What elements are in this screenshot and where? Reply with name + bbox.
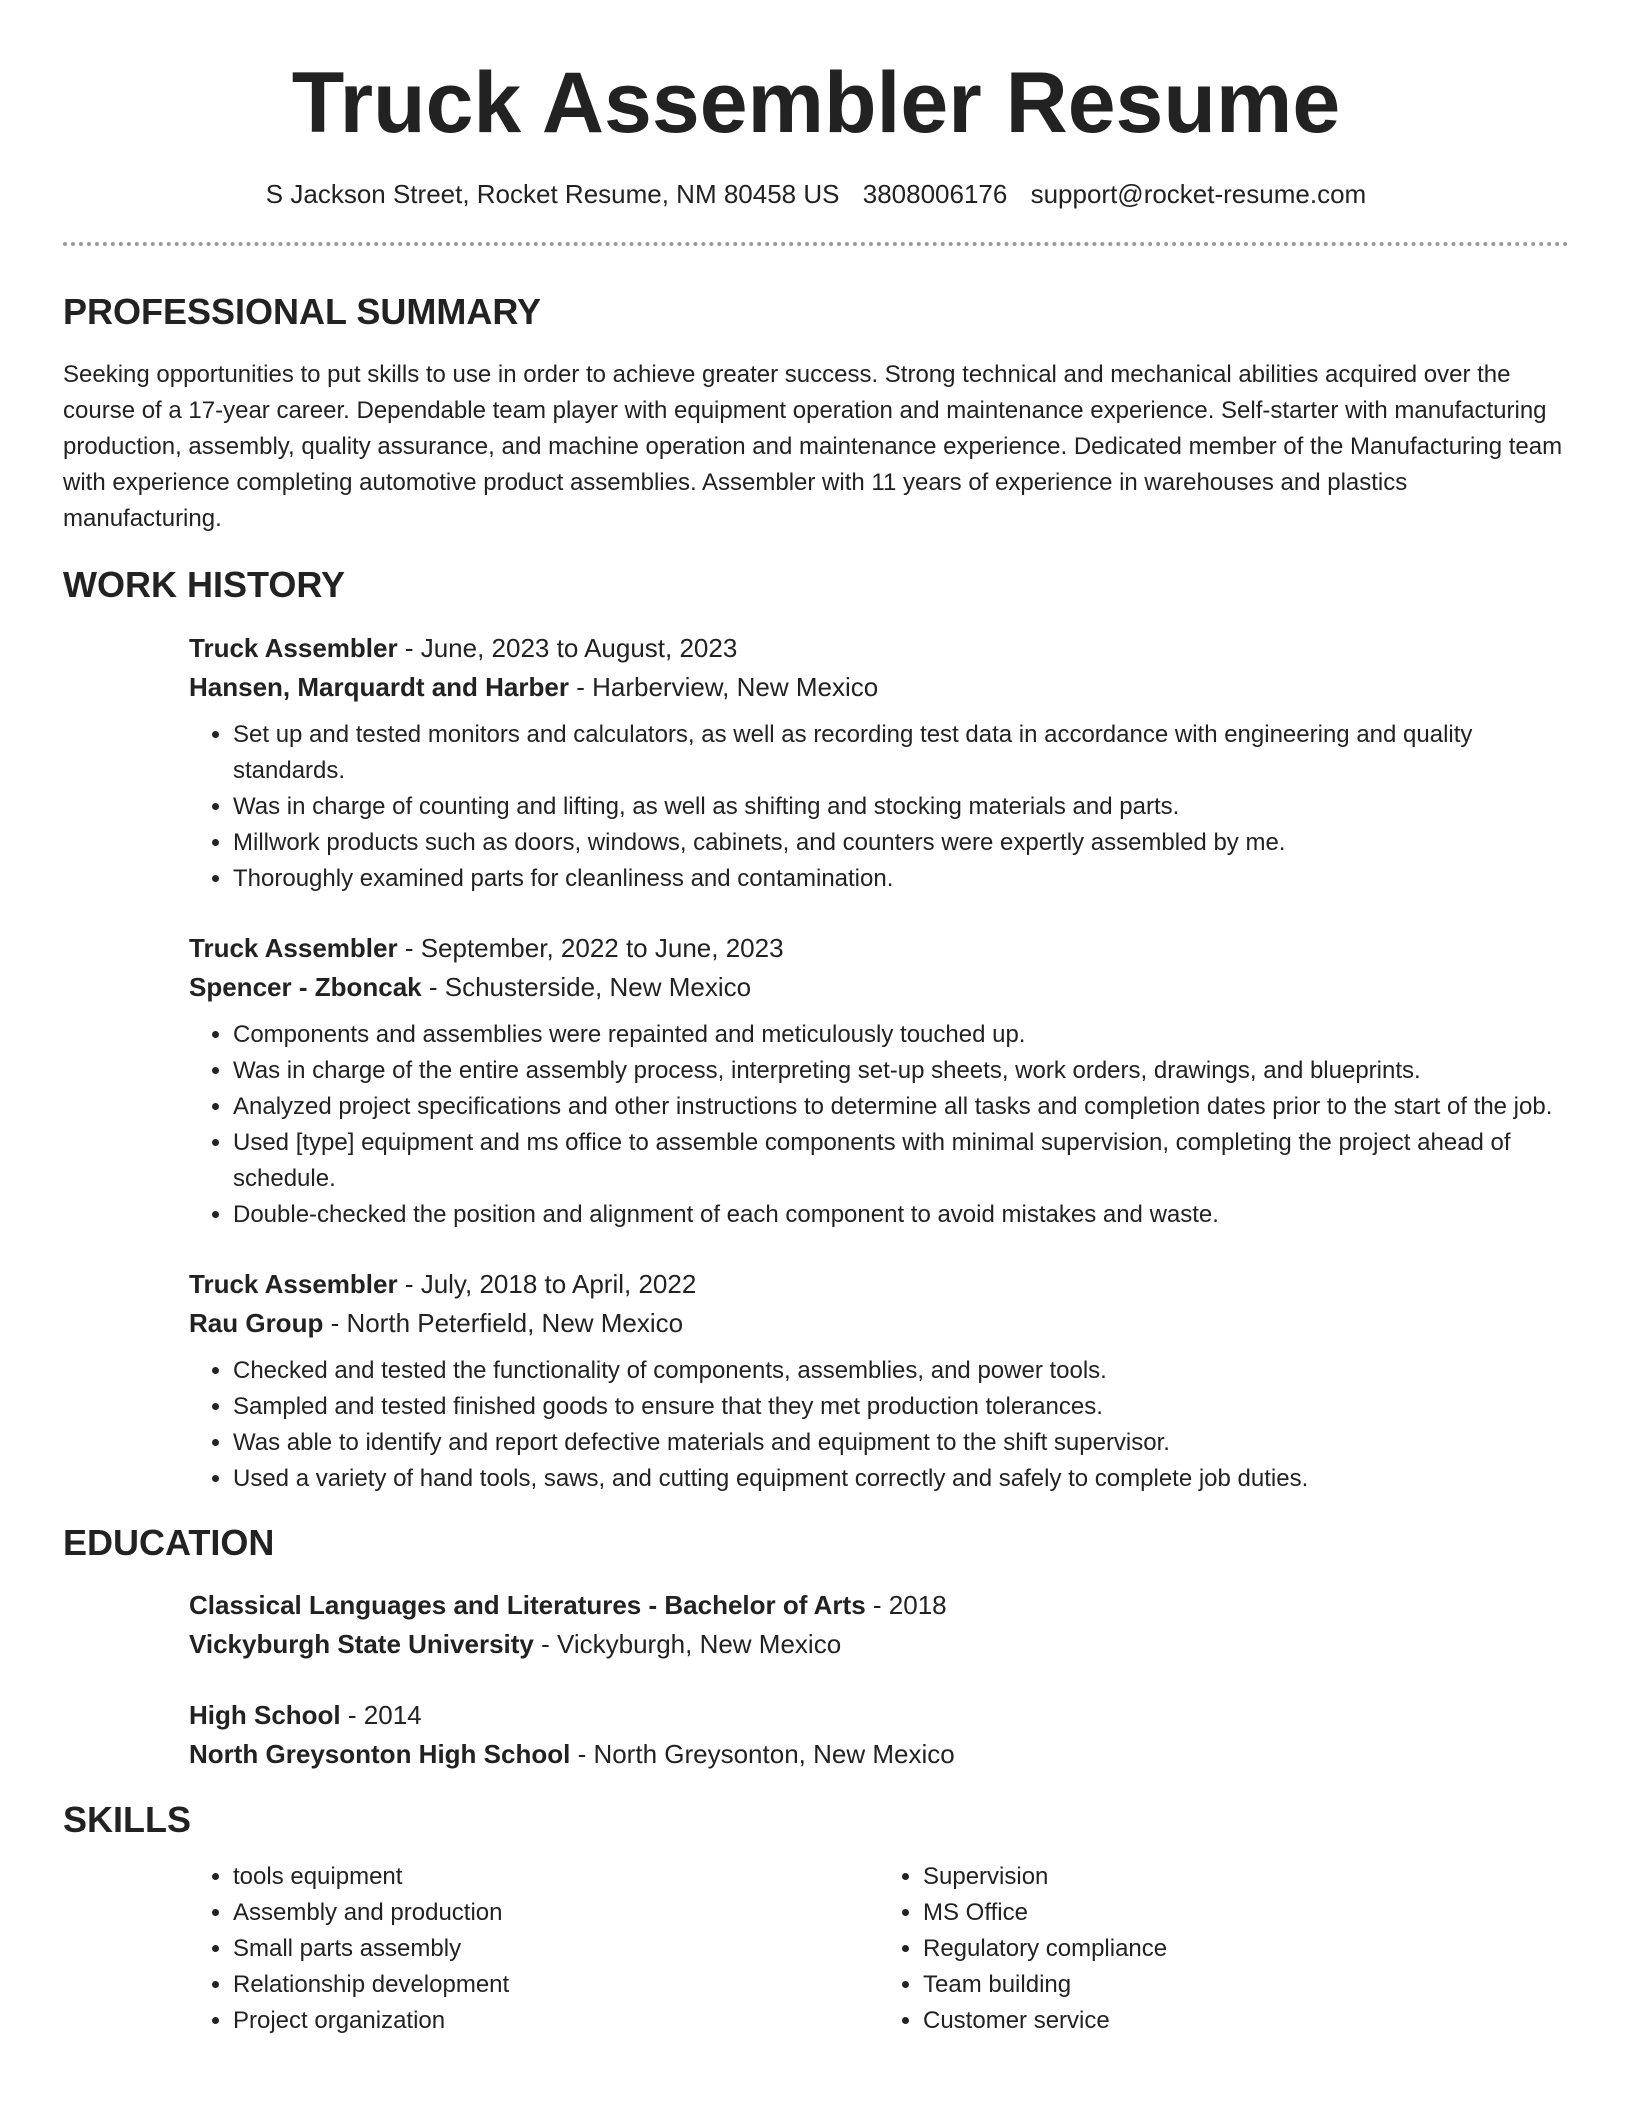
resume-title: Truck Assembler Resume <box>291 55 1341 151</box>
header-divider <box>63 242 1569 246</box>
school: Vickyburgh State University <box>189 1628 534 1659</box>
contact-phone: 3808006176 <box>862 179 1008 210</box>
skill-item: • tools equipment <box>233 1859 879 1895</box>
education-heading: EDUCATION <box>63 1521 275 1563</box>
job-entry <box>189 629 1569 897</box>
summary-text: Seeking opportunities to put skills to use in order to achieve greater success. Strong technical and mechanical abilities acquired over the course of a 17-year career. Dependable team player with equipment operation and maintenance experience. Self-starter with manufacturing production, assembly, quality assurance, and machine operation and maintenance experience. Dedicated member of the Manufacturing team with experience completing automotive product assemblies. Assembler with 11 years of experience in warehouses and plastics manufacturing. <box>63 361 1563 533</box>
degree: High School <box>189 1699 341 1730</box>
skill-item: • Regulatory compliance <box>923 1931 1569 1967</box>
skill-item: • Relationship development <box>233 1967 879 2003</box>
job-title: Truck Assembler <box>189 932 398 963</box>
skills-column-right <box>879 1859 1569 2039</box>
skill-item: • Customer service <box>923 2003 1569 2039</box>
skill-item: • MS Office <box>923 1895 1569 1931</box>
contact-line <box>63 179 1569 210</box>
job-dates: - July, 2018 to April, 2022 <box>397 1268 697 1299</box>
job-company: Rau Group <box>189 1307 324 1338</box>
degree-year: - 2018 <box>865 1589 947 1620</box>
contact-address: S Jackson Street, Rocket Resume, NM 80458 US <box>265 179 840 210</box>
job-company-line <box>189 1304 1569 1343</box>
list-item: • Checked and tested the functionality of components, assemblies, and power tools. <box>233 1353 1569 1389</box>
job-company-line <box>189 968 1569 1007</box>
education-entry <box>189 1586 1569 1664</box>
job-title-line <box>189 1265 1569 1304</box>
list-item: • Components and assemblies were repainted and meticulously touched up. <box>233 1017 1569 1053</box>
skill-item: • Small parts assembly <box>233 1931 879 1967</box>
job-bullets <box>189 1017 1569 1233</box>
contact-email: support@rocket-resume.com <box>1030 179 1367 210</box>
job-company-line <box>189 668 1569 707</box>
job-title-line <box>189 629 1569 668</box>
school: North Greysonton High School <box>189 1738 571 1769</box>
list-item: • Was in charge of the entire assembly process, interpreting set-up sheets, work orders, drawings, and blueprints. <box>233 1053 1569 1089</box>
list-item: • Thoroughly examined parts for cleanliness and contamination. <box>233 861 1569 897</box>
skill-item: • Supervision <box>923 1859 1569 1895</box>
list-item: • Double-checked the position and alignment of each component to avoid mistakes and waste. <box>233 1197 1569 1233</box>
job-title: Truck Assembler <box>189 1268 398 1299</box>
job-bullets <box>189 717 1569 897</box>
job-company: Spencer - Zboncak <box>189 971 422 1002</box>
skill-item: • Project organization <box>233 2003 879 2039</box>
job-location: - North Peterfield, New Mexico <box>323 1307 684 1338</box>
job-company: Hansen, Marquardt and Harber <box>189 671 569 702</box>
list-item: • Set up and tested monitors and calculators, as well as recording test data in accordance with engineering and quality standards. <box>233 717 1569 789</box>
list-item: • Was in charge of counting and lifting, as well as shifting and stocking materials and parts. <box>233 789 1569 825</box>
degree-line <box>189 1696 1569 1735</box>
skill-item: • Team building <box>923 1967 1569 2003</box>
job-title-line <box>189 929 1569 968</box>
skills-heading: SKILLS <box>63 1798 192 1840</box>
degree-line <box>189 1586 1569 1625</box>
list-item: • Used [type] equipment and ms office to assemble components with minimal supervision, completing the project ahead of schedule. <box>233 1125 1569 1197</box>
job-entry <box>189 929 1569 1233</box>
degree-year: - 2014 <box>340 1699 422 1730</box>
job-title: Truck Assembler <box>189 632 398 663</box>
school-line <box>189 1735 1569 1774</box>
skill-item: • Assembly and production <box>233 1895 879 1931</box>
list-item: • Sampled and tested finished goods to ensure that they met production tolerances. <box>233 1389 1569 1425</box>
work-history-heading: WORK HISTORY <box>63 564 346 606</box>
job-dates: - June, 2023 to August, 2023 <box>397 632 738 663</box>
skills-list <box>189 1859 1569 2039</box>
job-location: - Harberview, New Mexico <box>568 671 879 702</box>
education-entry <box>189 1696 1569 1774</box>
job-bullets <box>189 1353 1569 1497</box>
list-item: • Used a variety of hand tools, saws, and cutting equipment correctly and safely to complete job duties. <box>233 1461 1569 1497</box>
summary-heading: PROFESSIONAL SUMMARY <box>63 291 542 333</box>
list-item: • Was able to identify and report defective materials and equipment to the shift supervisor. <box>233 1425 1569 1461</box>
school-location: - North Greysonton, New Mexico <box>570 1738 955 1769</box>
list-item: • Millwork products such as doors, windows, cabinets, and counters were expertly assembled by me. <box>233 825 1569 861</box>
degree: Classical Languages and Literatures - Bachelor of Arts <box>189 1589 866 1620</box>
school-line <box>189 1625 1569 1664</box>
job-location: - Schusterside, New Mexico <box>421 971 752 1002</box>
job-entry <box>189 1265 1569 1497</box>
list-item: • Analyzed project specifications and other instructions to determine all tasks and completion dates prior to the start of the job. <box>233 1089 1569 1125</box>
job-dates: - September, 2022 to June, 2023 <box>397 932 784 963</box>
skills-column-left <box>189 1859 879 2039</box>
school-location: - Vickyburgh, New Mexico <box>533 1628 842 1659</box>
